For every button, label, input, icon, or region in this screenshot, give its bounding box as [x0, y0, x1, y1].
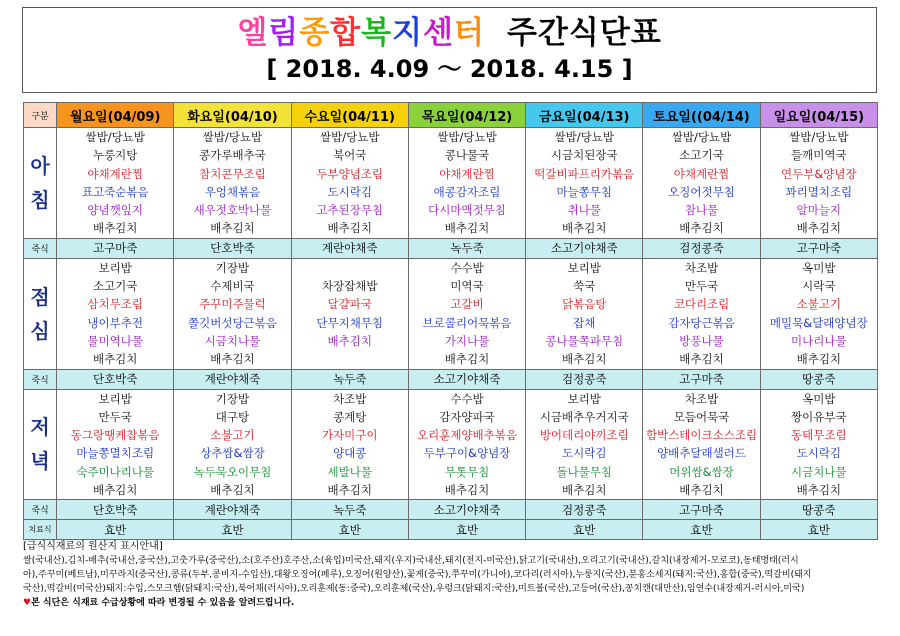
day-header: 목요일(04/12) [408, 103, 525, 128]
menu-item: 수수밥 [450, 391, 484, 406]
menu-cell [291, 128, 408, 239]
menu-item: 마늘쫑멸치조림 [76, 446, 155, 461]
title-char: 터 [453, 15, 485, 51]
menu-item: 소고기국 [92, 279, 138, 294]
menu-item: 기장밥 [215, 391, 250, 406]
menu-cell [408, 389, 525, 500]
porridge-cell: 계란야채죽 [174, 369, 291, 389]
menu-item: 배추김치 [679, 352, 724, 367]
menu-item: 쌀밥/당뇨밥 [554, 130, 614, 144]
menu-item: 녹두묵오이무침 [193, 464, 272, 479]
porridge-row [24, 238, 878, 258]
notes-line: 아),주꾸미(베트남),미꾸라지(중국산),콩류(두부,콩비지-수입산),대왕오징어(페루),오징어(원양산),꽃게(중국),쭈꾸미(가니아),코다리(러시아),누룽지(국산),분홍소세지(돼지:국산),홍합(중국),떡갈비(돼지 [23, 570, 812, 580]
menu-item: 도시락김 [562, 446, 607, 461]
title-char: 지 [392, 15, 424, 51]
therapeutic-label: 치료식 [24, 520, 57, 540]
origin-notes [23, 540, 883, 610]
page-title [23, 12, 876, 54]
menu-item: 우엉채볶음 [204, 184, 261, 199]
menu-item: 미역국 [450, 279, 484, 294]
menu-item: 배추김치 [679, 483, 724, 498]
menu-item: 쌀밥/당뇨밥 [202, 130, 263, 144]
porridge-cell: 소고기야채죽 [408, 369, 525, 389]
menu-cell [408, 128, 525, 239]
menu-cell [643, 258, 760, 369]
menu-item: 양배추달래샐러드 [657, 446, 746, 461]
day-header: 일요일(04/15) [760, 103, 877, 128]
menu-cell [408, 258, 525, 369]
menu-item: 동그랑땡케찹볶음 [70, 428, 160, 443]
menu-item: 돌나물무침 [556, 464, 613, 479]
menu-item: 차조밥 [333, 391, 367, 406]
menu-item: 야채계란찜 [439, 166, 495, 181]
day-header: 수요일(04/11) [291, 103, 408, 128]
menu-item: 물미역나물 [87, 333, 143, 348]
center-name [237, 12, 485, 54]
meal-label-char: 점 [30, 284, 50, 309]
menu-item: 닭볶음탕 [562, 297, 607, 312]
meal-label-char: 침 [30, 187, 50, 212]
menu-item: 배추김치 [92, 221, 138, 236]
menu-subtitle: 주간식단표 [506, 15, 662, 51]
menu-item: 함박스테이크소스조림 [645, 428, 758, 443]
meal-label [24, 389, 57, 500]
menu-item: 대구탕 [215, 409, 250, 424]
meal-row [24, 389, 878, 500]
menu-item: 두부양념조림 [316, 166, 384, 181]
menu-item: 배추김치 [327, 333, 372, 348]
meal-row [24, 258, 878, 369]
porridge-label: 죽식 [24, 238, 57, 258]
menu-item: 미나리나물 [791, 333, 847, 348]
porridge-cell: 검정콩죽 [526, 500, 643, 520]
menu-item: 브로콜리어묵볶음 [422, 315, 512, 330]
menu-item: 상추쌈&쌈장 [200, 446, 265, 461]
porridge-cell: 검정콩죽 [526, 369, 643, 389]
menu-item: 양념깻잎지 [87, 203, 143, 218]
porridge-label: 죽식 [24, 500, 57, 520]
menu-item: 배추김치 [210, 483, 255, 498]
menu-item: 차장잡채밥 [321, 279, 378, 294]
menu-item: 소고기국 [679, 148, 724, 163]
therapeutic-cell: 효반 [174, 520, 291, 540]
porridge-cell: 고구마죽 [643, 500, 760, 520]
therapeutic-cell: 효반 [57, 520, 174, 540]
warning-text: 본 식단은 식재료 수급상황에 따라 변경될 수 있음을 알려드립니다. [31, 598, 295, 608]
menu-cell [760, 258, 877, 369]
therapeutic-cell: 효반 [291, 520, 408, 540]
menu-item: 표고죽순볶음 [81, 184, 149, 199]
menu-item: 감자당근볶음 [668, 315, 735, 330]
menu-cell [57, 258, 174, 369]
menu-item: 배추김치 [444, 221, 490, 236]
porridge-cell: 검정콩죽 [643, 238, 760, 258]
menu-item: 달걀파국 [327, 297, 372, 312]
day-header: 금요일(04/13) [526, 103, 643, 128]
menu-cell [57, 389, 174, 500]
menu-cell [174, 128, 291, 239]
menu-item: 배추김치 [444, 352, 490, 367]
menu-item: 동태무조림 [791, 428, 847, 443]
menu-item: 오징어젓무침 [668, 184, 735, 199]
menu-cell [291, 258, 408, 369]
menu-item: 배추김치 [210, 352, 255, 367]
title-char: 림 [268, 15, 300, 51]
menu-item: 참나물 [684, 203, 719, 218]
menu-item: 차조밥 [684, 391, 719, 406]
menu-item: 떡갈비파프리카볶음 [534, 166, 635, 181]
title-char: 종 [299, 15, 331, 51]
porridge-cell: 녹두죽 [291, 369, 408, 389]
menu-item: 배추김치 [796, 221, 842, 236]
porridge-cell: 고구마죽 [760, 238, 877, 258]
menu-cell [643, 389, 760, 500]
menu-item: 콩나물쪽파무침 [545, 333, 624, 348]
menu-item: 도시락김 [327, 184, 372, 199]
menu-item: 시금배추우거지국 [539, 409, 629, 424]
menu-item: 단무지채무침 [316, 315, 384, 330]
porridge-cell: 녹두죽 [291, 500, 408, 520]
therapeutic-cell: 효반 [760, 520, 877, 540]
day-header-row [24, 103, 878, 128]
menu-item: 고추된장무침 [316, 203, 384, 218]
porridge-cell: 계란야채죽 [291, 238, 408, 258]
menu-item: 삼치무조림 [87, 297, 143, 312]
menu-cell [174, 258, 291, 369]
porridge-cell: 땅콩죽 [760, 500, 877, 520]
menu-item: 보리밥 [567, 260, 601, 275]
menu-item: 쌀밥/당뇨밥 [320, 130, 380, 144]
porridge-cell: 단호박죽 [57, 500, 174, 520]
menu-cell [174, 389, 291, 500]
menu-item: 방풍나물 [679, 333, 724, 348]
title-char: 엘 [237, 15, 269, 51]
menu-item: 야채계란찜 [87, 166, 143, 181]
menu-item: 모듬어묵국 [673, 409, 730, 424]
menu-item: 콩가루배추국 [199, 148, 266, 163]
menu-body [24, 128, 878, 540]
menu-item: 방어데리야끼조림 [539, 428, 629, 443]
menu-cell [57, 128, 174, 239]
menu-item: 보리밥 [98, 260, 132, 275]
menu-cell [526, 258, 643, 369]
porridge-row [24, 500, 878, 520]
menu-item: 수제비국 [210, 279, 255, 294]
menu-item: 다시마액젓무침 [428, 203, 506, 218]
therapeutic-cell: 효반 [526, 520, 643, 540]
menu-item: 새우젓호박나물 [193, 203, 272, 218]
therapeutic-row [24, 520, 878, 540]
menu-cell [760, 128, 877, 239]
menu-item: 배추김치 [327, 221, 372, 236]
menu-item: 꽈리멸치조림 [785, 184, 853, 199]
day-header: 토요일((04/14) [643, 103, 760, 128]
menu-cell [643, 128, 760, 239]
menu-item: 취나물 [567, 203, 601, 218]
title-char: 복 [361, 15, 393, 51]
menu-item: 가지나물 [444, 333, 490, 348]
porridge-cell: 녹두죽 [408, 238, 525, 258]
menu-item: 도시락김 [796, 446, 842, 461]
menu-item: 배추김치 [562, 483, 607, 498]
menu-item: 고갈비 [450, 297, 484, 312]
porridge-cell: 단호박죽 [57, 369, 174, 389]
menu-item: 숙주미나리나물 [76, 464, 155, 479]
porridge-cell: 소고기야채죽 [408, 500, 525, 520]
menu-item: 배추김치 [92, 483, 138, 498]
porridge-cell: 땅콩죽 [760, 369, 877, 389]
porridge-cell: 단호박죽 [174, 238, 291, 258]
menu-item: 배추김치 [679, 221, 724, 236]
menu-item: 시금치나물 [204, 333, 261, 348]
menu-item: 알마늘지 [796, 203, 842, 218]
meal-label [24, 258, 57, 369]
therapeutic-cell: 효반 [643, 520, 760, 540]
menu-item: 배추김치 [210, 221, 255, 236]
day-header: 화요일(04/10) [174, 103, 291, 128]
menu-item: 시락국 [802, 279, 836, 294]
menu-item: 기장밥 [215, 260, 250, 275]
heart-icon: ♥ [23, 598, 32, 608]
menu-item: 메밀묵&달래양념장 [769, 315, 868, 330]
menu-item: 소불고기 [210, 428, 255, 443]
header-box [22, 7, 877, 93]
meal-label-char: 심 [30, 318, 50, 343]
menu-item: 옥미밥 [802, 260, 836, 275]
title-char: 센 [423, 15, 454, 51]
menu-item: 야채계란찜 [673, 166, 730, 181]
menu-cell [526, 389, 643, 500]
meal-row [24, 128, 878, 239]
porridge-cell: 고구마죽 [643, 369, 760, 389]
menu-item: 수수밥 [450, 260, 484, 275]
menu-item: 짱이유부국 [791, 409, 847, 424]
menu-item: 배추김치 [327, 483, 372, 498]
menu-item: 들깨미역국 [791, 148, 847, 163]
menu-item: 배추김치 [562, 352, 607, 367]
porridge-cell: 계란야채죽 [174, 500, 291, 520]
menu-item: 무톳무침 [444, 464, 490, 479]
menu-item: 주꾸미주물럭 [199, 297, 266, 312]
menu-item: 차조밥 [684, 260, 719, 275]
menu-item: 세발나물 [327, 464, 372, 479]
porridge-label: 죽식 [24, 369, 57, 389]
menu-item: 만두국 [684, 279, 719, 294]
menu-item: 옥미밥 [802, 391, 836, 406]
menu-item: 콩계탕 [333, 409, 367, 424]
menu-item: 참치콘무조림 [199, 166, 266, 181]
menu-item: 쌀밥/당뇨밥 [671, 130, 732, 144]
notes-line: 쌀(국내산),김치-배추(국내산,중국산),고춧가루(중국산),소(호주산)호주산,소(육입)미국산,돼지(우지)국내산,돼지(전지-미국산),닭고기(국내산),오리고기(국내산),갈치(내장제거-모로코),동태명태(러시 [23, 556, 799, 566]
menu-item: 보리밥 [567, 391, 601, 406]
menu-item: 애콩감자조림 [433, 184, 501, 199]
menu-item: 코다리조림 [673, 297, 730, 312]
menu-item: 만두국 [98, 409, 132, 424]
menu-item: 배추김치 [92, 352, 138, 367]
therapeutic-cell: 효반 [408, 520, 525, 540]
menu-item: 쑥국 [573, 279, 596, 294]
menu-item: 두부구이&양념장 [423, 446, 511, 461]
menu-item [292, 259, 408, 277]
menu-item: 시금치된장국 [550, 148, 618, 163]
corner-label: 구분 [24, 103, 57, 128]
menu-item: 쌀밥/당뇨밥 [789, 130, 849, 144]
menu-cell [526, 128, 643, 239]
meal-label-char: 녁 [30, 449, 50, 474]
porridge-cell: 고구마죽 [57, 238, 174, 258]
day-header: 월요일(04/09) [57, 103, 174, 128]
meal-label-char: 아 [30, 153, 50, 178]
meal-label [24, 128, 57, 239]
menu-item: 오리훈제양배추볶음 [417, 428, 517, 443]
menu-item: 북어국 [333, 148, 367, 163]
menu-item: 쌀밥/당뇨밥 [437, 130, 497, 144]
menu-item: 잡채 [573, 315, 596, 330]
menu-item: 배추김치 [562, 221, 607, 236]
menu-cell [760, 389, 877, 500]
menu-item: 머위쌈&쌈장 [669, 464, 734, 479]
menu-item [292, 350, 408, 368]
meal-label-char: 저 [30, 415, 50, 440]
weekly-menu-table [23, 102, 878, 540]
notes-line: 국산),떡갈비(미국산)돼지:수입,스모크햄(닭돼지:국산),북어채(러시아),오리훈제(동:중국),오리훈제(국산),우렁크(닭돼지:국산),미트볼(국산),고등어(국산),꽁치캔(대만산),임연수(내장제거-러시아,미국) [23, 584, 805, 594]
menu-item: 쫄깃버섯당근볶음 [188, 315, 277, 330]
menu-cell [291, 389, 408, 500]
title-char: 합 [330, 15, 362, 51]
menu-item: 냉이부추전 [87, 315, 143, 330]
menu-item: 보리밥 [98, 391, 132, 406]
porridge-cell: 소고기야채죽 [526, 238, 643, 258]
menu-item: 양대콩 [333, 446, 367, 461]
menu-item: 시금치나물 [791, 464, 847, 479]
menu-item: 마늘쫑무침 [556, 184, 613, 199]
menu-item: 누룽지탕 [92, 148, 138, 163]
menu-item: 쌀밥/당뇨밥 [85, 130, 145, 144]
menu-item: 배추김치 [444, 483, 490, 498]
menu-item: 연두부&양념장 [781, 166, 857, 181]
menu-item: 배추김치 [796, 483, 842, 498]
notes-warning [23, 596, 883, 610]
date-range: [ 2018. 4.09 ～ 2018. 4.15 ] [266, 55, 633, 83]
notes-title: [급식식재료의 원산지 표시안내] [23, 541, 163, 552]
menu-item: 콩나물국 [444, 148, 490, 163]
menu-item: 배추김치 [796, 352, 842, 367]
porridge-row [24, 369, 878, 389]
menu-item: 소불고기 [796, 297, 842, 312]
menu-item: 감자양파국 [439, 409, 495, 424]
menu-item: 가자미구이 [321, 428, 378, 443]
